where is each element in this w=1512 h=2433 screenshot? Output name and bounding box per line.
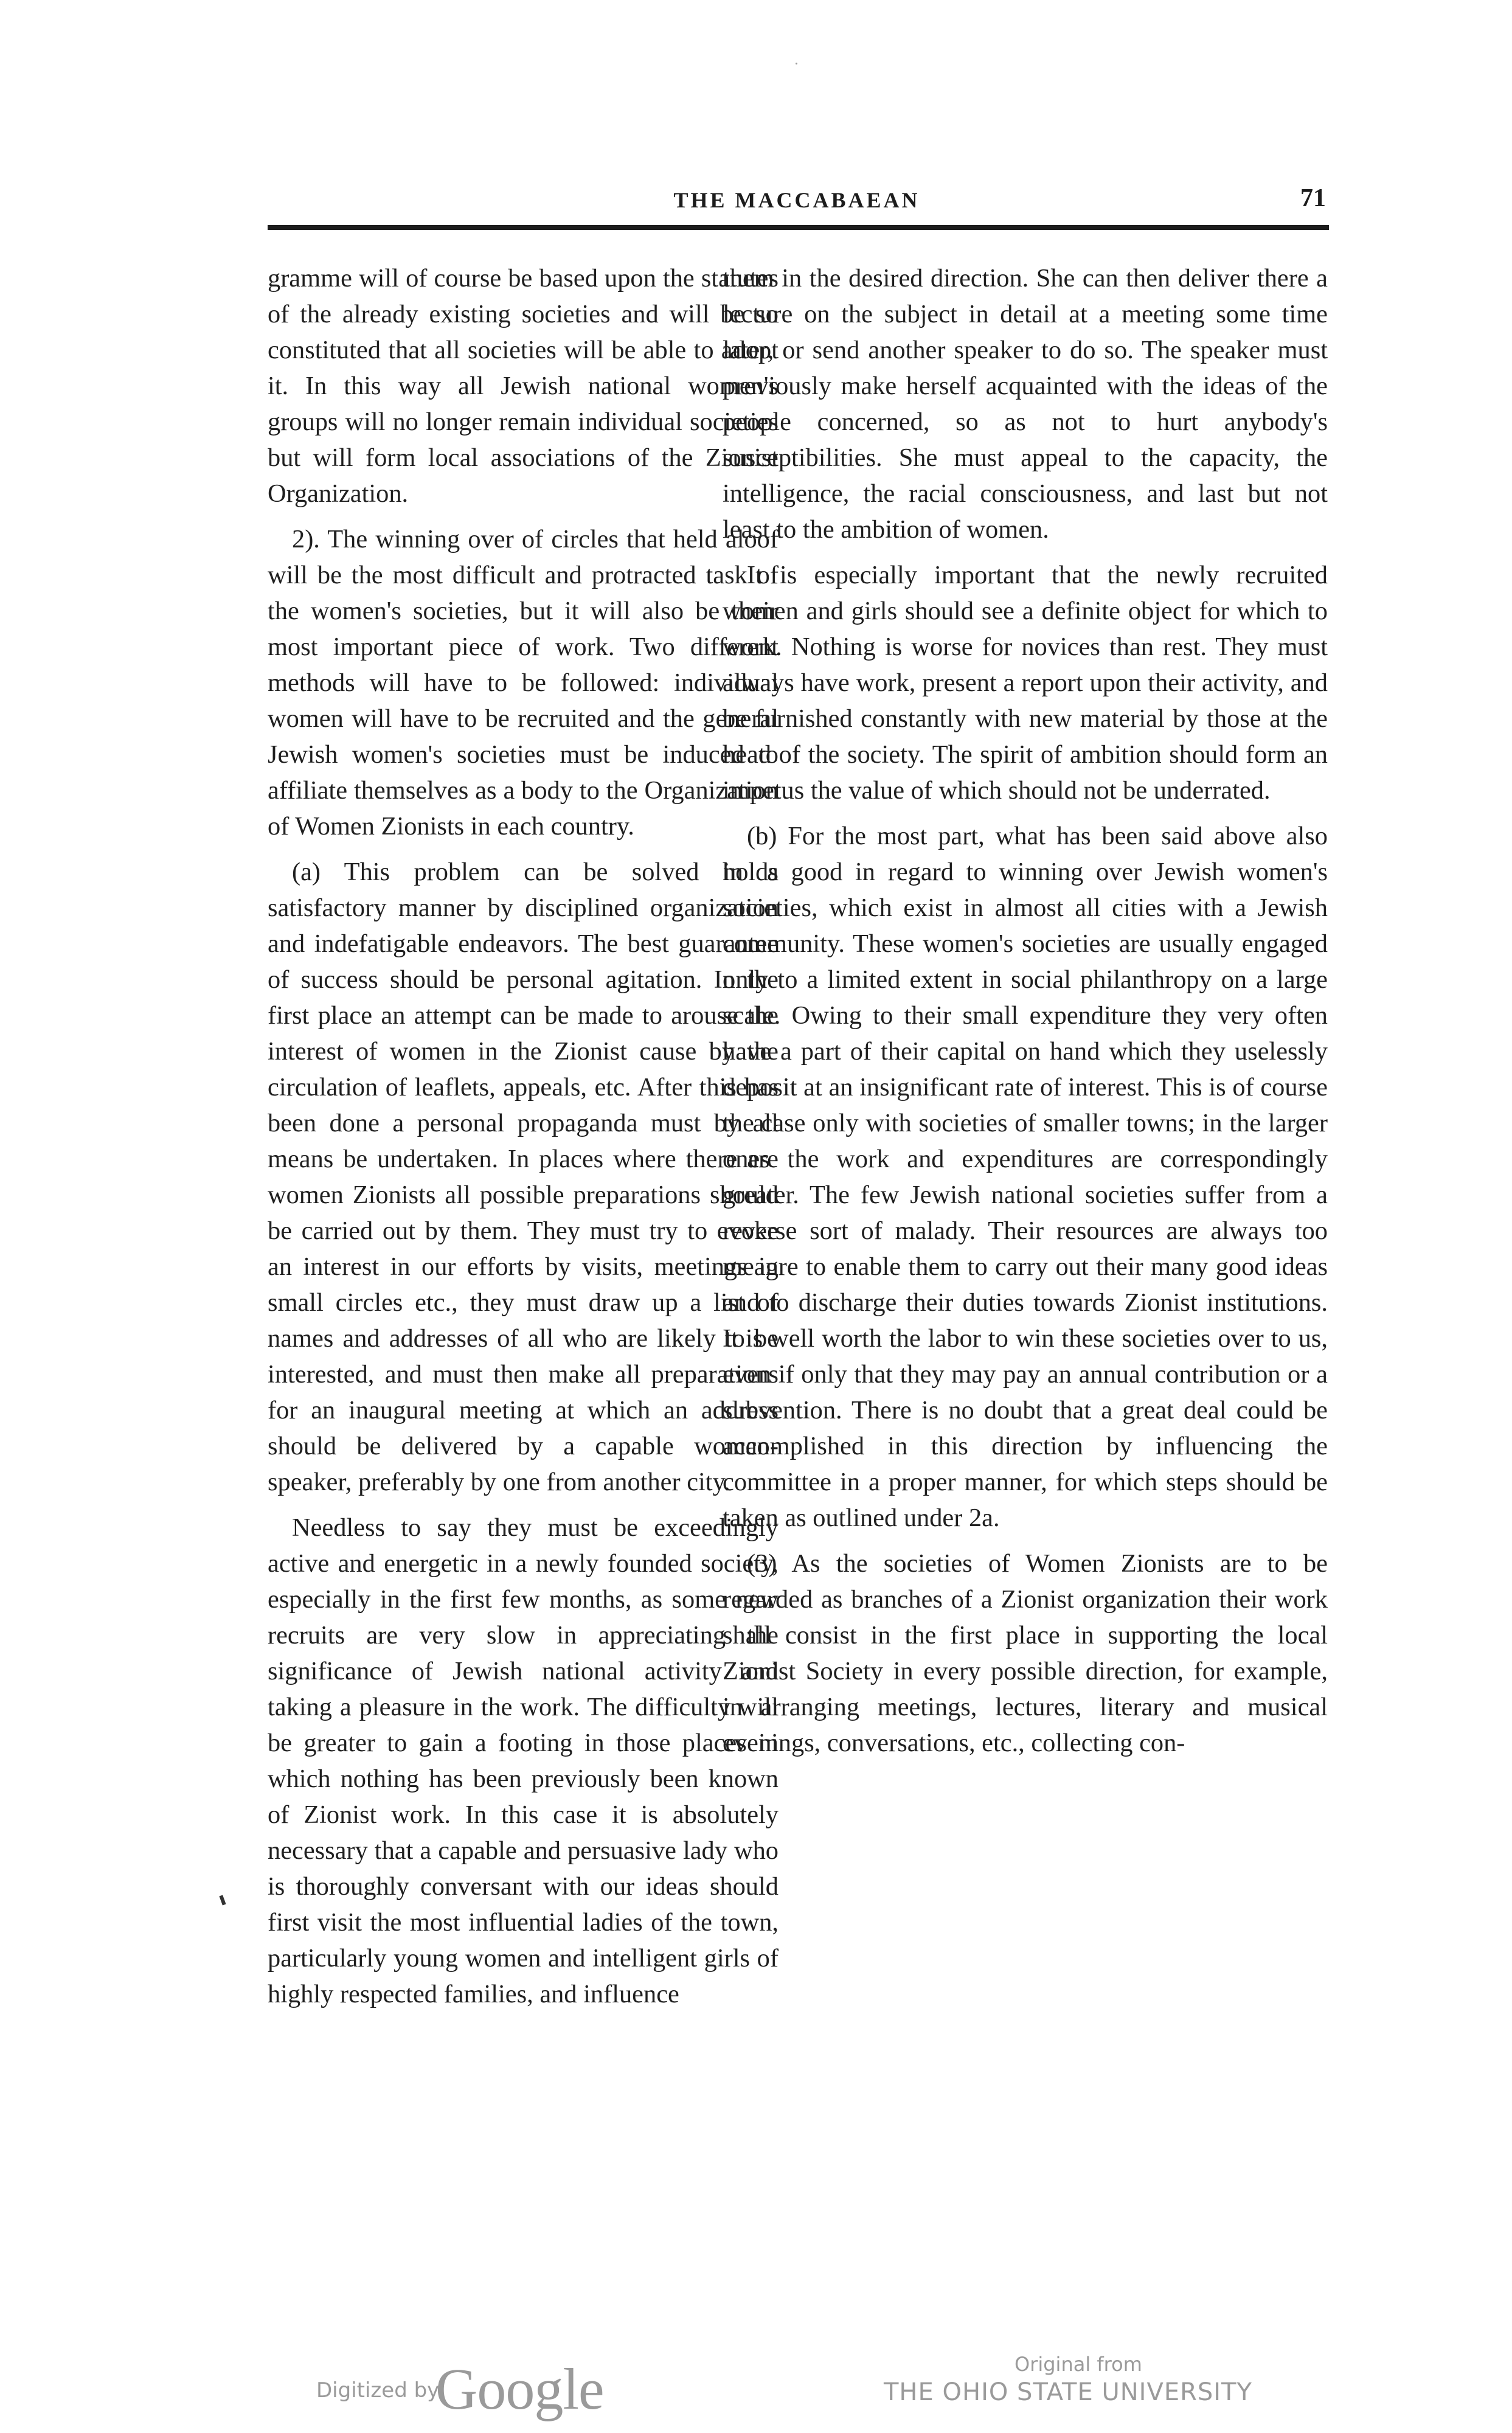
- google-logo: Google: [435, 2356, 604, 2421]
- paragraph: 2). The winning over of circles that held aloof will be the most difficult and protracted task of the women's societies, but it will also be their most important piece of work. Two different methods will have to be followed: individual women will have to be recruited and the general Jewish women's societies must be induced to affiliate themselves as a body to the Organization of Women Zionists in each country.: [268, 525, 779, 841]
- paragraph: (a) This problem can be solved in a satisfactory manner by disciplined organization and indefatigable endeavors. The best guarantee of success should be personal agitation. In the first place an attempt can be made to arouse the interest of women in the Zionist cause by the circulation of leaflets, appeals, etc. After this has been done a personal propaganda must by all means be undertaken. In places where there are women Zionists all possible preparations should be carried out by them. They must try to evoke an interest in our efforts by visits, meetings in small circles etc., they must draw up a list of names and addresses of all who are likely to be interested, and must then make all preparations for an inaugural meeting at which an address should be delivered by a capable woman-speaker, preferably by one from another city.: [268, 858, 779, 1496]
- paragraph: gramme will of course be based upon the statutes of the already existing societies and will be so constituted that all societies will be able to adopt it. In this way all Jewish national women's groups will no longer remain individual societies but will form local associations of the Zionist Organization.: [268, 264, 779, 508]
- digitized-by-label: Digitized by: [316, 2378, 440, 2403]
- left-column: [268, 260, 779, 2022]
- paragraph: them in the desired direction. She can then deliver there a lecture on the subject in detail at a meeting some time later, or send another speaker to do so. The speaker must previously make herself acquainted with the ideas of the people concerned, so as not to hurt anybody's susceptibilities. She must appeal to the capacity, the intelligence, the racial consciousness, and last but not least to the ambition of women.: [723, 264, 1328, 544]
- right-column: [723, 260, 1328, 1771]
- paragraph: (b) For the most part, what has been said above also holds good in regard to winning over Jewish women's societies, which exist in almost all cities with a Jewish community. These women's societies are usually engaged only to a limited extent in social philanthropy on a large scale. Owing to their small expenditure they very often have a part of their capital on hand which they uselessly deposit at an insignificant rate of interest. This is of course the case only with societies of smaller towns; in the larger ones the work and expenditures are correspondingly greater. The few Jewish national societies suffer from a reverse sort of malady. Their resources are always too meagre to enable them to carry out their many good ideas and to discharge their duties towards Zionist institutions. It is well worth the labor to win these societies over to us, even if only that they may pay an annual contribution or a subvention. There is no doubt that a great deal could be accomplished in this direction by influencing the committee in a proper manner, for which steps should be taken as outlined under 2a.: [723, 822, 1328, 1532]
- margin-mark: [219, 1895, 226, 1905]
- journal-title: THE MACCABAEAN: [673, 188, 920, 212]
- running-head: [268, 182, 1326, 226]
- header-rule: [268, 225, 1329, 230]
- scan-speck: [796, 63, 797, 64]
- page-number: 71: [1300, 184, 1326, 212]
- paragraph: (3) As the societies of Women Zionists are to be regarded as branches of a Zionist organization their work shall consist in the first place in supporting the local Zionist Society in every possible direction, for example, in arranging meetings, lectures, literary and musical evenings, conversations, etc., collecting con-: [723, 1549, 1328, 1757]
- original-from-label: Original from: [1014, 2353, 1142, 2376]
- paragraph: It is especially important that the newly recruited women and girls should see a definite object for which to work. Nothing is worse for novices than rest. They must always have work, present a report upon their activity, and be furnished constantly with new material by those at the head of the society. The spirit of ambition should form an impetus the value of which should not be underrated.: [723, 561, 1328, 805]
- scan-footer: [0, 2353, 1512, 2433]
- university-name: THE OHIO STATE UNIVERSITY: [884, 2378, 1252, 2406]
- paragraph: Needless to say they must be exceedingly active and energetic in a newly founded society, especially in the first few months, as some new recruits are very slow in appreciating the significance of Jewish national activity and taking a pleasure in the work. The difficulty will be greater to gain a footing in those places in which nothing has been previously been known of Zionist work. In this case it is absolutely necessary that a capable and persuasive lady who is thoroughly conversant with our ideas should first visit the most influential ladies of the town, particularly young women and intelligent girls of highly respected families, and influence: [268, 1513, 779, 2008]
